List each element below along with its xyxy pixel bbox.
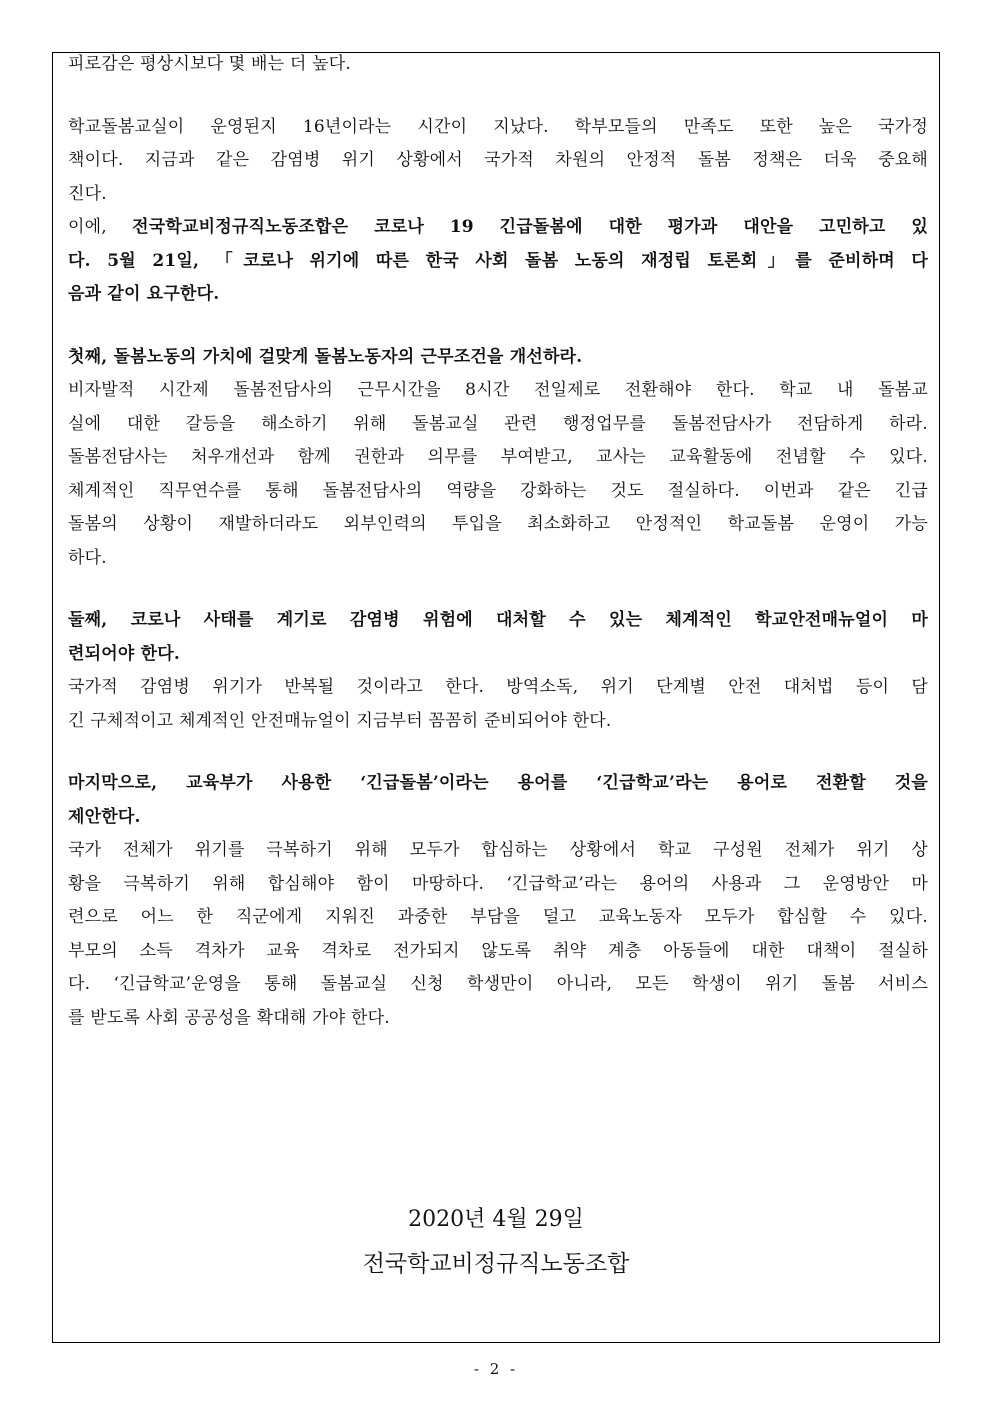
- continuation-line: 피로감은 평상시보다 몇 배는 더 높다.: [68, 54, 351, 74]
- demand-line-1-bold: 전국학교비정규직노동조합은 코로나 19 긴급돌봄에 대한 평가과 대안을 고민하고 있: [132, 217, 929, 237]
- intro-line-3: 진다.: [68, 183, 107, 204]
- paragraph-intro: [68, 111, 928, 212]
- last-body-line: 를 받도록 사회 공공성을 확대해 가야 한다.: [68, 1007, 390, 1028]
- section-second: [68, 604, 928, 738]
- second-heading-line-2: 련되어야 한다.: [68, 643, 180, 664]
- first-heading: 첫째, 돌봄노동의 가치에 걸맞게 돌봄노동자의 근무조건을 개선하라.: [68, 346, 583, 367]
- demand-line-1: [68, 211, 928, 245]
- demand-line-1-plain: 이에,: [68, 217, 133, 237]
- intro-line-2: 책이다. 지금과 같은 감염병 위기 상황에서 국가적 차원의 안정적 돌봄 정책은 더욱 중요해: [68, 150, 928, 170]
- intro-line-1: 학교돌봄교실이 운영된지 16년이라는 시간이 지났다. 학부모들의 만족도 또한 높은 국가정: [68, 116, 928, 137]
- first-body-line: 비자발적 시간제 돌봄전담사의 근무시간을 8시간 전일제로 전환해야 한다. 학교 내 돌봄교: [68, 380, 928, 400]
- last-body-line: 부모의 소득 격차가 교육 격차로 전가되지 않도록 취약 계층 아동들에 대한 대책이 절실하: [68, 940, 928, 961]
- last-heading-line-1: 마지막으로, 교육부가 사용한 ‘긴급돌봄’이라는 용어를 ‘긴급학교’라는 용어로 전환할 것을: [68, 773, 928, 793]
- section-first: [68, 341, 928, 576]
- second-body-line: 국가적 감염병 위기가 반복될 것이라고 한다. 방역소독, 위기 단계별 안전 대처법 등이 담: [68, 677, 928, 697]
- first-body-line: 체계적인 직무연수를 통해 돌봄전담사의 역량을 강화하는 것도 절실하다. 이번과 같은 긴급: [68, 480, 928, 501]
- last-body-line: 황을 극복하기 위해 합심해야 함이 마땅하다. ‘긴급학교’라는 용어의 사용과 그 운영방안 마: [68, 873, 928, 894]
- first-body-line: 하다.: [68, 547, 107, 568]
- first-body-line: 돌봄의 상황이 재발하더라도 외부인력의 투입을 최소화하고 안정적인 학교돌봄 운영이 가능: [68, 514, 928, 534]
- first-body-line: 돌봄전담사는 처우개선과 함께 권한과 의무를 부여받고, 교사는 교육활동에 전념할 수 있다.: [68, 447, 928, 467]
- page-number: - 2 -: [473, 1360, 519, 1378]
- second-body-line: 긴 구체적이고 체계적인 안전매뉴얼이 지금부터 꼼꼼히 준비되어야 한다.: [68, 710, 612, 731]
- demand-line-3: 음과 같이 요구한다.: [68, 284, 220, 304]
- last-heading-line-2: 제안한다.: [68, 806, 141, 827]
- last-body-line: 다. ‘긴급학교’운영을 통해 돌봄교실 신청 학생만이 아니라, 모든 학생이 위기 돌봄 서비스: [68, 974, 928, 994]
- document-body: [68, 48, 928, 1035]
- section-last: [68, 767, 928, 1035]
- last-body-line: 련으로 어느 한 직군에게 지워진 과중한 부담을 덜고 교육노동자 모두가 합심할 수 있다.: [68, 907, 928, 927]
- second-heading-line-1: 둘째, 코로나 사태를 계기로 감염병 위험에 대처할 수 있는 체계적인 학교안전매뉴얼이 마: [68, 610, 928, 630]
- closing-organization: 전국학교비정규직노동조합: [362, 1251, 630, 1277]
- first-body-line: 실에 대한 갈등을 해소하기 위해 돌봄교실 관련 행정업무를 돌봄전담사가 전담하게 하라.: [68, 413, 928, 434]
- paragraph-demand: [68, 211, 928, 312]
- last-body-line: 국가 전체가 위기를 극복하기 위해 모두가 합심하는 상황에서 학교 구성원 전체가 위기 상: [68, 840, 928, 860]
- demand-line-2: 다. 5월 21일, 「코로나 위기에 따른 한국 사회 돌봄 노동의 재정립 토론회」를 준비하며 다: [68, 250, 928, 271]
- closing-date: 2020년 4월 29일: [408, 1207, 584, 1232]
